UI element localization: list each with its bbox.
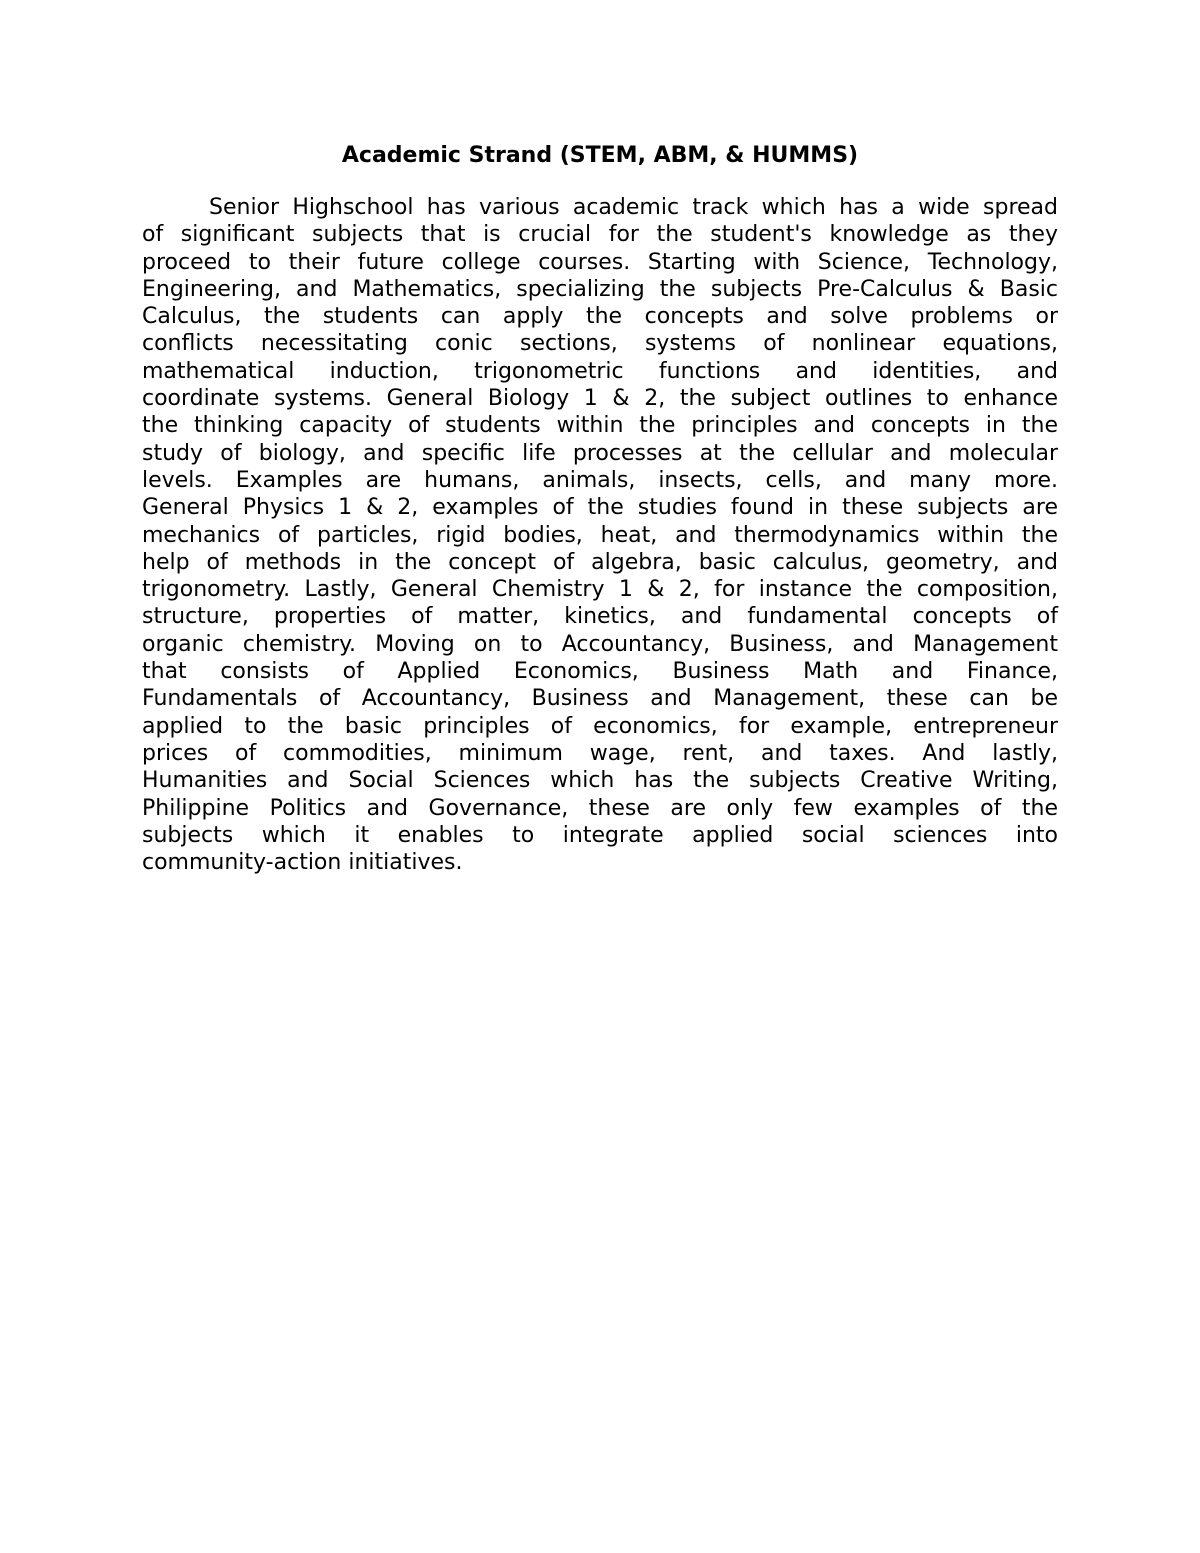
- document-title: Academic Strand (STEM, ABM, & HUMMS): [341, 143, 859, 168]
- paragraph-line: Fundamentals of Accountancy, Business and Management, these can be: [142, 686, 1058, 712]
- paragraph-line: Senior Highschool has various academic track which has a wide spread: [209, 195, 1058, 220]
- paragraph-line: study of biology, and specific life processes at the cellular and molecular: [142, 440, 1058, 466]
- paragraph-line: prices of commodities, minimum wage, rent, and taxes. And lastly,: [142, 740, 1058, 766]
- paragraph-line: that consists of Applied Economics, Business Math and Finance,: [142, 659, 1058, 685]
- paragraph-line: Humanities and Social Sciences which has the subjects Creative Writing,: [142, 768, 1058, 794]
- paragraph-line: subjects which it enables to integrate applied social sciences into: [142, 822, 1058, 848]
- paragraph-line: Engineering, and Mathematics, specializing the subjects Pre-Calculus & Basic: [142, 276, 1058, 302]
- paragraph-line: mathematical induction, trigonometric functions and identities, and: [142, 358, 1058, 384]
- paragraph-line: of significant subjects that is crucial for the student's knowledge as they: [142, 222, 1058, 248]
- document-paragraph: [142, 194, 1058, 876]
- paragraph-line: help of methods in the concept of algebra, basic calculus, geometry, and: [142, 549, 1058, 575]
- paragraph-line: community-action initiatives.: [142, 850, 463, 876]
- paragraph-line: applied to the basic principles of economics, for example, entrepreneur: [142, 713, 1058, 739]
- paragraph-line: Calculus, the students can apply the concepts and solve problems or: [142, 304, 1058, 330]
- paragraph-line: organic chemistry. Moving on to Accountancy, Business, and Management: [142, 631, 1058, 657]
- paragraph-line: conflicts necessitating conic sections, systems of nonlinear equations,: [142, 331, 1058, 357]
- paragraph-line: structure, properties of matter, kinetics, and fundamental concepts of: [142, 604, 1058, 630]
- paragraph-line: General Physics 1 & 2, examples of the studies found in these subjects are: [142, 495, 1058, 521]
- paragraph-line: the thinking capacity of students within the principles and concepts in the: [142, 413, 1058, 439]
- paragraph-line: levels. Examples are humans, animals, insects, cells, and many more.: [142, 467, 1058, 493]
- paragraph-line: trigonometry. Lastly, General Chemistry 1 & 2, for instance the composition,: [142, 577, 1058, 603]
- paragraph-line: Philippine Politics and Governance, these are only few examples of the: [142, 795, 1058, 821]
- paragraph-line: mechanics of particles, rigid bodies, heat, and thermodynamics within the: [142, 522, 1058, 548]
- paragraph-line: proceed to their future college courses. Starting with Science, Technology,: [142, 249, 1058, 275]
- paragraph-line: coordinate systems. General Biology 1 & 2, the subject outlines to enhance: [142, 386, 1058, 412]
